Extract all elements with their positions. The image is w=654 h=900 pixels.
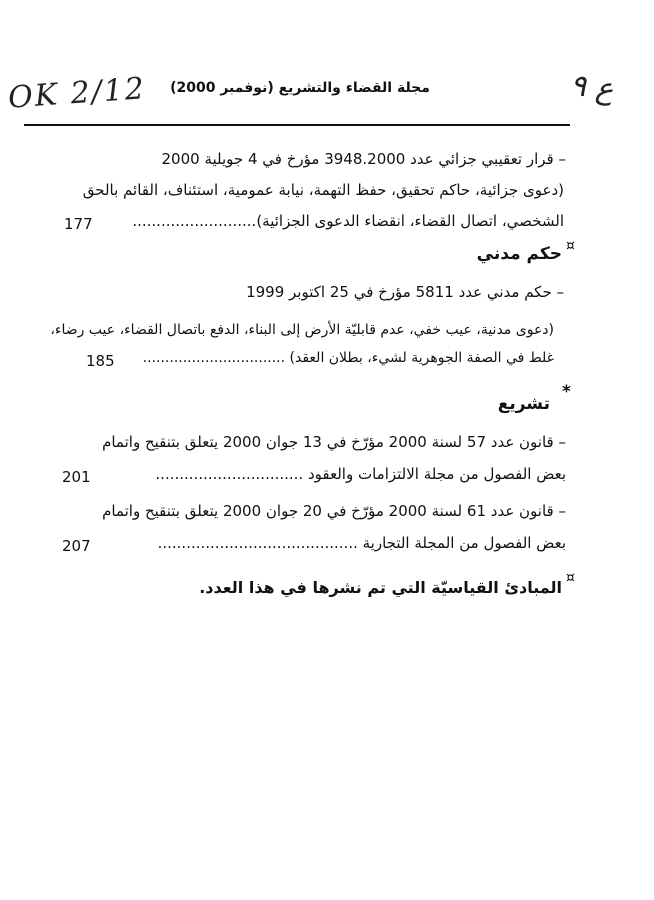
- header-divider: [24, 124, 570, 126]
- entry-criminal-desc-1: (دعوى جزائية، حاكم تحقيق، حفظ التهمة، نيابة عمومية، استئناف، القائم بالحق: [82, 181, 564, 199]
- entry-civil-page: 185: [86, 352, 115, 370]
- entry-criminal-title: – قرار تعقيبي جزائي عدد 3948.2000 مؤرخ في 4 جويلية 2000: [161, 150, 566, 168]
- entry-law61-page: 207: [62, 537, 91, 555]
- entry-law61-desc: بعض الفصول من المجلة التجارية ..........................................: [157, 534, 566, 552]
- entry-civil-title: – حكم مدني عدد 5811 مؤرخ في 25 اكتوبر 1999: [246, 283, 564, 301]
- civil-heading: حكم مدني: [476, 244, 562, 264]
- entry-civil-desc-1: (دعوى مدنية، عيب خفي، عدم قابليّة الأرض إلى البناء، الدفع باتصال القضاء، عيب رضاء،: [50, 322, 554, 338]
- journal-title: مجلة القضاء والتشريع (نوفمبر 2000): [170, 80, 430, 96]
- entry-law57-desc: بعض الفصول من مجلة الالتزامات والعقود ...............................: [155, 465, 566, 483]
- principles-symbol: ¤: [566, 570, 575, 586]
- entry-civil-desc-2: غلط في الصفة الجوهرية لشيء، بطلان العقد) ................................: [142, 350, 554, 366]
- entry-criminal-page: 177: [64, 215, 93, 233]
- entry-law57-page: 201: [62, 468, 91, 486]
- legislation-heading: تشريع: [497, 394, 550, 414]
- principles-line: المبادئ القياسيّة التي تم نشرها في هذا العدد.: [199, 578, 562, 597]
- entry-criminal-desc-2: الشخصي، اتصال القضاء، انقضاء الدعوى الجزائية)..........................: [132, 212, 564, 230]
- entry-law57-title: – قانون عدد 57 لسنة 2000 مؤرّخ في 13 جوان 2000 يتعلق بتنقيح واتمام: [102, 433, 566, 451]
- legislation-heading-symbol: *: [562, 382, 571, 402]
- entry-law61-title: – قانون عدد 61 لسنة 2000 مؤرّخ في 20 جوان 2000 يتعلق بتنقيح واتمام: [102, 502, 566, 520]
- handwritten-note-right: ع ٩: [568, 67, 616, 108]
- handwritten-note-left: OK 2/12: [6, 71, 147, 116]
- civil-heading-symbol: ¤: [566, 238, 575, 254]
